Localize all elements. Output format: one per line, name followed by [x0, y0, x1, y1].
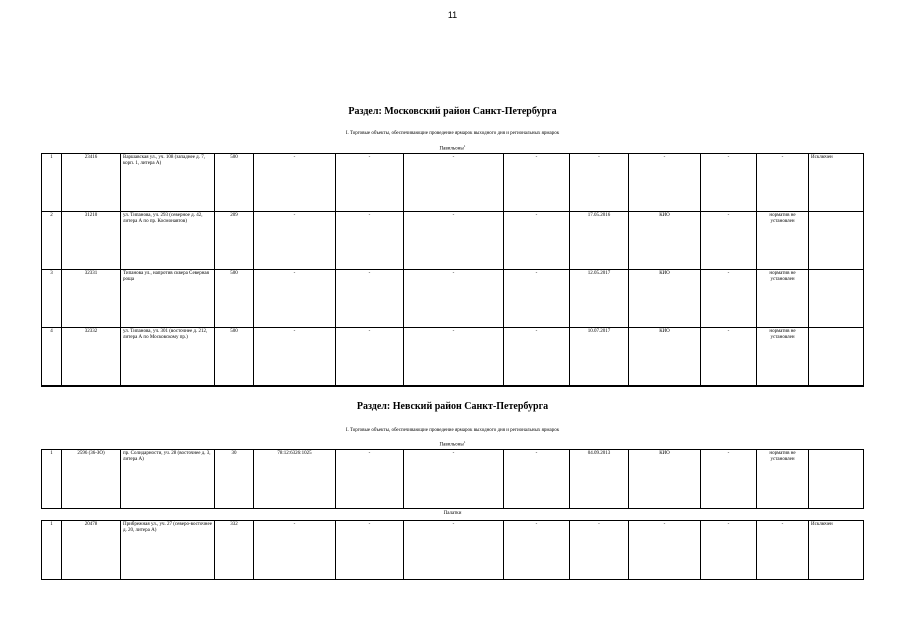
- cell-date: 10.07.2017: [570, 328, 629, 386]
- cell-address: Типанова ул., напротив сквера Северная роща: [121, 270, 215, 328]
- footnote-marker: 1: [463, 144, 466, 148]
- cell-date: 12.05.2017: [570, 270, 629, 328]
- cell-col11: -: [701, 212, 757, 270]
- cell-id: 32332: [62, 328, 121, 386]
- cell-col7: -: [404, 450, 504, 509]
- cell-org: -: [629, 521, 701, 580]
- cell-col8: -: [504, 328, 570, 386]
- section-title-nevsky: Раздел: Невский район Санкт-Петербурга: [356, 401, 549, 412]
- cell-id: 23416: [62, 154, 121, 212]
- cell-address: ул. Типанова, уч. 301 (восточнее д. 212, литера А по Московскому пр.): [121, 328, 215, 386]
- cell-col7: -: [404, 154, 504, 212]
- cell-norm: норматив не установлен: [757, 328, 809, 386]
- cell-col11: -: [701, 270, 757, 328]
- cell-id: 20478: [62, 521, 121, 580]
- cell-area: 209: [215, 212, 254, 270]
- cell-col6: -: [336, 212, 404, 270]
- cell-col5: -: [254, 328, 336, 386]
- group-label-text: Павильоны: [439, 442, 464, 448]
- group-label-tents: [0, 511, 905, 516]
- cell-col11: -: [701, 154, 757, 212]
- cell-col8: -: [504, 270, 570, 328]
- cell-number: 3: [42, 270, 62, 328]
- cell-norm: норматив не установлен: [757, 270, 809, 328]
- cell-area: 332: [215, 521, 254, 580]
- cell-id: 32331: [62, 270, 121, 328]
- cell-status: [809, 270, 864, 328]
- cell-col11: -: [701, 450, 757, 509]
- cell-number: 1: [42, 450, 62, 509]
- group-label-pavilions: [0, 144, 905, 152]
- cell-date: -: [570, 154, 629, 212]
- cell-col6: -: [336, 521, 404, 580]
- cell-status: [809, 450, 864, 509]
- cell-address: Прибрежная ул., уч. 27 (северо-восточнее д. 20, литера А): [121, 521, 215, 580]
- cell-id: 31210: [62, 212, 121, 270]
- cell-area: 500: [215, 270, 254, 328]
- cell-col6: -: [336, 270, 404, 328]
- section-subtitle-moskovsky: I. Торговые объекты, обеспечивающие проведение ярмарок выходного дня и региональных ярмарок: [345, 131, 560, 136]
- cell-col6: -: [336, 154, 404, 212]
- cell-col8: -: [504, 154, 570, 212]
- cell-id: 2596 (36-ЗО): [62, 450, 121, 509]
- footnote-marker: 1: [463, 440, 466, 444]
- cell-number: 1: [42, 521, 62, 580]
- cell-status: [809, 328, 864, 386]
- cell-address: пр. Солидарности, уч. 28 (восточнее д. 3, литера А): [121, 450, 215, 509]
- cell-col6: -: [336, 328, 404, 386]
- cell-col8: -: [504, 521, 570, 580]
- cell-norm: -: [757, 521, 809, 580]
- cell-org: КИО: [629, 450, 701, 509]
- cell-area: 500: [215, 154, 254, 212]
- cell-col5: -: [254, 154, 336, 212]
- table-row: [42, 154, 864, 212]
- cell-norm: -: [757, 154, 809, 212]
- cell-norm: норматив не установлен: [757, 212, 809, 270]
- group-label-text: Палатки: [443, 511, 462, 516]
- cell-number: 1: [42, 154, 62, 212]
- cell-date: 04.09.2013: [570, 450, 629, 509]
- page-number: 11: [447, 10, 458, 20]
- cell-date: -: [570, 521, 629, 580]
- cell-col5: -: [254, 521, 336, 580]
- cell-col5: -: [254, 270, 336, 328]
- cell-col8: -: [504, 450, 570, 509]
- objects-table-nevsky-pavilions: [41, 449, 864, 509]
- cell-address: ул. Типанова, уч. 293 (северное д. 42, литера А по пр. Космонавтов): [121, 212, 215, 270]
- cell-address: Варшавская ул., уч. 108 (западнее д. 7, корп. 1, литера А): [121, 154, 215, 212]
- cell-org: КИО: [629, 270, 701, 328]
- objects-table-nevsky-tents: [41, 520, 864, 580]
- cell-org: -: [629, 154, 701, 212]
- table-row: [42, 328, 864, 386]
- cell-col7: -: [404, 521, 504, 580]
- section-subtitle-nevsky: I. Торговые объекты, обеспечивающие проведение ярмарок выходного дня и региональных ярмарок: [345, 428, 560, 433]
- cell-col5: -: [254, 212, 336, 270]
- objects-table-moskovsky: [41, 153, 864, 387]
- cell-org: КИО: [629, 212, 701, 270]
- cell-col8: -: [504, 212, 570, 270]
- cell-status: Исключен: [809, 521, 864, 580]
- cell-org: КИО: [629, 328, 701, 386]
- cell-col7: -: [404, 270, 504, 328]
- table-row: [42, 521, 864, 580]
- cell-area: 500: [215, 328, 254, 386]
- table-row: [42, 270, 864, 328]
- cell-col11: -: [701, 521, 757, 580]
- section-title-moskovsky: Раздел: Московский район Санкт-Петербурга: [348, 106, 557, 117]
- cell-number: 2: [42, 212, 62, 270]
- table-row: [42, 450, 864, 509]
- cell-col11: -: [701, 328, 757, 386]
- cell-col6: -: [336, 450, 404, 509]
- cell-status: [809, 212, 864, 270]
- cell-number: 4: [42, 328, 62, 386]
- cell-area: 30: [215, 450, 254, 509]
- cell-status: Исключен: [809, 154, 864, 212]
- cell-norm: норматив не установлен: [757, 450, 809, 509]
- table-row: [42, 212, 864, 270]
- cell-cadastral: 78:12:6326:1025: [254, 450, 336, 509]
- cell-date: 17.05.2016: [570, 212, 629, 270]
- cell-col7: -: [404, 328, 504, 386]
- cell-col7: -: [404, 212, 504, 270]
- group-label-text: Павильоны: [439, 146, 464, 152]
- group-label-pavilions: [0, 440, 905, 448]
